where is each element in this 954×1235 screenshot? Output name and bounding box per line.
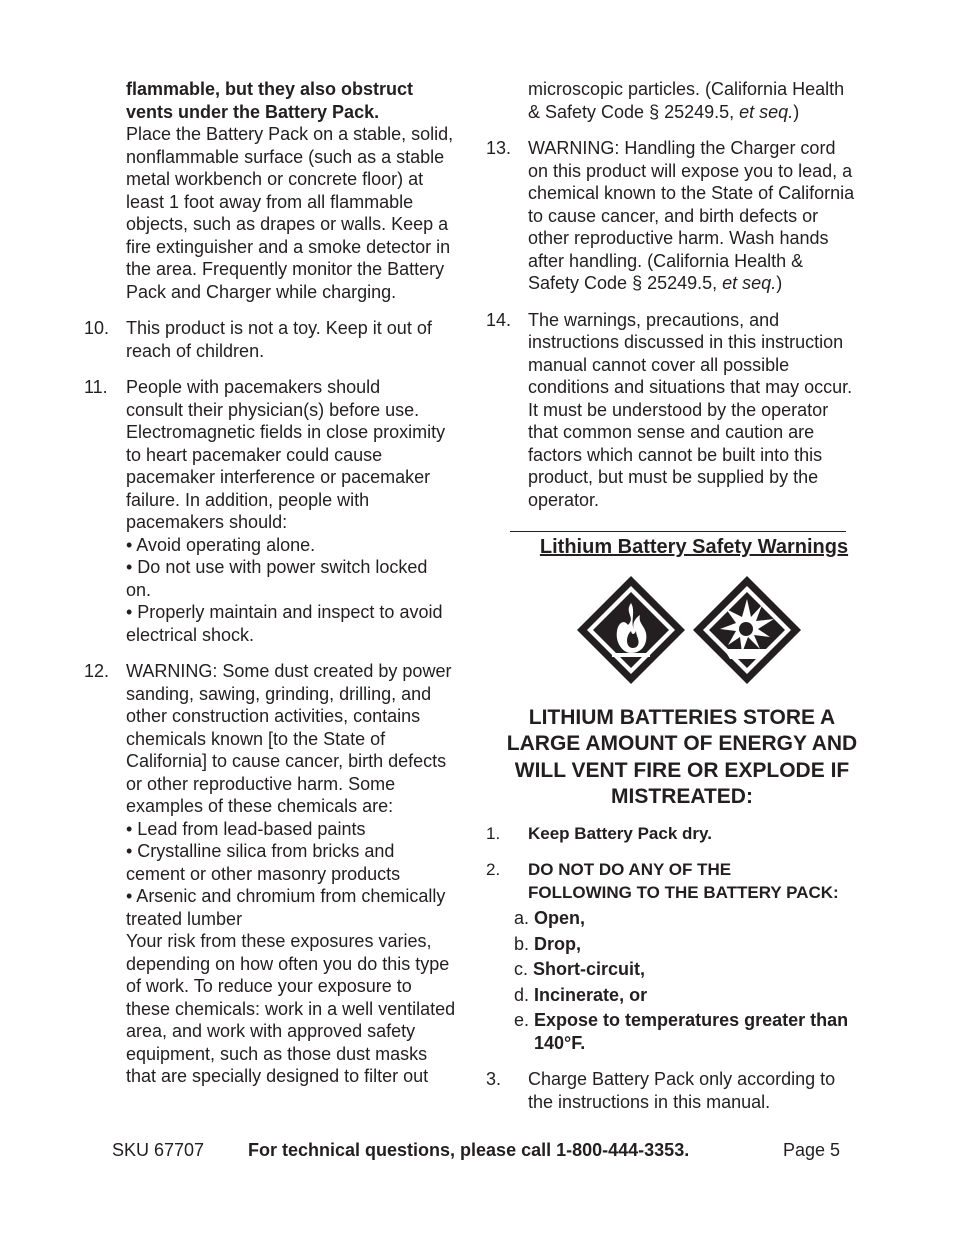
list-item-11 bbox=[84, 376, 474, 646]
sub-text: 140°F. bbox=[534, 1032, 586, 1053]
text-line: cement or other masonry products bbox=[126, 863, 401, 884]
sub-item-d bbox=[486, 984, 878, 1007]
item-number: 1. bbox=[486, 823, 501, 843]
text-line: WILL VENT FIRE OR EXPLODE IF bbox=[514, 758, 850, 782]
italic-text: et seq. bbox=[739, 101, 794, 122]
sub-item-b bbox=[486, 933, 878, 956]
section-divider bbox=[510, 531, 846, 532]
text-line: after handling. (California Health & bbox=[528, 250, 804, 271]
text-line: product, but must be supplied by the bbox=[528, 467, 819, 487]
text-line: on this product will expose you to lead, a bbox=[528, 160, 853, 181]
lithium-item-1 bbox=[486, 823, 878, 846]
text-line: LITHIUM BATTERIES STORE A bbox=[528, 705, 836, 729]
item-number: 14. bbox=[486, 309, 512, 330]
continued-paragraph bbox=[84, 78, 474, 303]
text-line: area, and work with approved safety bbox=[126, 1021, 416, 1041]
item-number: 13. bbox=[486, 138, 512, 158]
text-line: other reproductive harm. Wash hands bbox=[528, 228, 829, 248]
text-line: pacemaker interference or pacemaker bbox=[126, 467, 431, 487]
item-number: 3. bbox=[486, 1069, 502, 1089]
list-item-14 bbox=[486, 309, 878, 512]
sub-text: Open, bbox=[534, 908, 586, 928]
text-line bbox=[528, 101, 878, 124]
text-line: pacemakers should: bbox=[126, 512, 288, 532]
sub-letter: d. bbox=[514, 984, 530, 1005]
text-line: Place the Battery Pack on a stable, solid, bbox=[126, 124, 454, 144]
text-line: Electromagnetic fields in close proximity bbox=[126, 422, 446, 442]
text-line: Your risk from these exposures varies, bbox=[126, 931, 432, 951]
text-line: operator. bbox=[528, 489, 600, 510]
text-line: nonflammable surface (such as a stable bbox=[126, 146, 445, 167]
sub-item-e bbox=[486, 1009, 878, 1054]
right-column bbox=[486, 78, 878, 1113]
text-segment: ) bbox=[776, 273, 783, 293]
text-line: microscopic particles. (California Health bbox=[528, 79, 845, 99]
text-line: treated lumber bbox=[126, 908, 243, 929]
text-line: the instructions in this manual. bbox=[528, 1091, 771, 1112]
text-line: on. bbox=[126, 579, 152, 600]
sub-item-a bbox=[486, 907, 878, 930]
text-line: least 1 foot away from all flammable bbox=[126, 191, 414, 212]
text-line: conditions and situations that may occur. bbox=[528, 377, 853, 397]
lithium-item-3 bbox=[486, 1068, 878, 1113]
text-line: DO NOT DO ANY OF THE bbox=[528, 860, 732, 879]
text-line: or other reproductive harm. Some bbox=[126, 773, 396, 794]
page-number: Page 5 bbox=[782, 1140, 840, 1160]
sub-text: Expose to temperatures greater than bbox=[534, 1010, 849, 1030]
text-line: flammable, but they also obstruct bbox=[126, 79, 414, 99]
text-line: manual cannot cover all possible bbox=[528, 354, 790, 375]
text-line: LARGE AMOUNT OF ENERGY AND bbox=[506, 732, 858, 755]
italic-text: et seq. bbox=[722, 273, 777, 293]
text-line: to cause cancer, and birth defects or bbox=[528, 205, 819, 226]
text-line: factors which cannot be built into this bbox=[528, 444, 823, 465]
text-line: vents under the Battery Pack. bbox=[126, 101, 380, 122]
text-line: other construction activities, contains bbox=[126, 706, 421, 726]
text-line: of work. To reduce your exposure to bbox=[126, 976, 412, 996]
text-line: People with pacemakers should bbox=[126, 377, 381, 397]
item-number: 12. bbox=[84, 661, 110, 681]
text-line: examples of these chemicals are: bbox=[126, 796, 394, 816]
text-line: FOLLOWING TO THE BATTERY PACK: bbox=[528, 882, 839, 902]
text-segment: & Safety Code § 25249.5, bbox=[528, 101, 740, 122]
text-line: fire extinguisher and a smoke detector in bbox=[126, 236, 451, 257]
text-line: depending on how often you do this type bbox=[126, 953, 450, 974]
text-line: Charge Battery Pack only according to bbox=[528, 1069, 836, 1089]
text-line: The warnings, precautions, and bbox=[528, 309, 780, 330]
text-line: • Arsenic and chromium from chemically bbox=[126, 886, 446, 906]
text-line: failure. In addition, people with bbox=[126, 489, 370, 510]
text-segment: ) bbox=[793, 101, 800, 122]
text-line: • Avoid operating alone. bbox=[126, 534, 316, 555]
explosion-hazard-icon bbox=[690, 573, 804, 687]
text-line bbox=[528, 272, 878, 295]
text-line: reach of children. bbox=[126, 340, 265, 361]
text-line: metal workbench or concrete floor) at bbox=[126, 169, 424, 189]
text-line: the area. Frequently monitor the Battery bbox=[126, 259, 445, 279]
sku-number: SKU 67707 bbox=[112, 1140, 205, 1160]
text-line: these chemicals: work in a well ventilated bbox=[126, 998, 456, 1019]
text-line: It must be understood by the operator bbox=[528, 399, 829, 420]
text-line: California] to cause cancer, birth defects bbox=[126, 751, 447, 771]
left-column bbox=[84, 78, 474, 1088]
text-line: sanding, sawing, grinding, drilling, and bbox=[126, 683, 432, 704]
text-line: that common sense and caution are bbox=[528, 422, 815, 442]
text-line: WARNING: Handling the Charger cord bbox=[528, 138, 836, 158]
text-line: • Lead from lead-based paints bbox=[126, 818, 366, 839]
item-number: 2. bbox=[486, 860, 501, 879]
list-item-13 bbox=[486, 137, 878, 295]
text-line: objects, such as drapes or walls. Keep a bbox=[126, 214, 449, 234]
technical-support-line: For technical questions, please call 1-800-444-3353. bbox=[248, 1140, 690, 1160]
text-line: chemicals known [to the State of bbox=[126, 728, 386, 749]
text-line: Keep Battery Pack dry. bbox=[528, 823, 712, 843]
text-line: electrical shock. bbox=[126, 624, 255, 645]
text-line: • Do not use with power switch locked bbox=[126, 557, 428, 577]
item-number: 10. bbox=[84, 318, 110, 338]
text-line: equipment, such as those dust masks bbox=[126, 1043, 428, 1064]
text-line: WARNING: Some dust created by power bbox=[126, 661, 452, 681]
text-segment: Safety Code § 25249.5, bbox=[528, 273, 723, 293]
sub-letter: e. bbox=[514, 1010, 530, 1030]
sub-text: Short-circuit, bbox=[533, 959, 646, 979]
lithium-item-2 bbox=[486, 859, 878, 904]
continued-paragraph bbox=[486, 78, 878, 123]
flame-hazard-icon bbox=[574, 573, 688, 687]
list-item-12 bbox=[84, 660, 474, 1088]
text-line: • Crystalline silica from bricks and bbox=[126, 841, 395, 861]
item-number: 11. bbox=[84, 377, 108, 397]
sub-letter: c. bbox=[514, 959, 529, 979]
text-line: that are specially designed to filter out bbox=[126, 1066, 429, 1086]
sub-text: Drop, bbox=[534, 933, 582, 954]
text-line: • Properly maintain and inspect to avoid bbox=[126, 602, 443, 622]
sub-letter: b. bbox=[514, 933, 530, 954]
sub-text: Incinerate, or bbox=[534, 984, 648, 1005]
text-line: consult their physician(s) before use. bbox=[126, 399, 420, 420]
sub-letter: a. bbox=[514, 908, 530, 928]
sub-item-c bbox=[486, 958, 878, 981]
text-line: instructions discussed in this instruction bbox=[528, 332, 844, 352]
hazard-icons bbox=[500, 573, 878, 687]
lithium-warning-banner bbox=[486, 705, 878, 811]
list-item-10 bbox=[84, 317, 474, 362]
text-line: Pack and Charger while charging. bbox=[126, 281, 397, 302]
text-line: MISTREATED: bbox=[611, 785, 753, 808]
text-line: chemical known to the State of California bbox=[528, 183, 855, 203]
text-line: This product is not a toy. Keep it out of bbox=[126, 318, 432, 338]
text-line: to heart pacemaker could cause bbox=[126, 444, 383, 465]
section-heading: Lithium Battery Safety Warnings bbox=[539, 536, 849, 558]
